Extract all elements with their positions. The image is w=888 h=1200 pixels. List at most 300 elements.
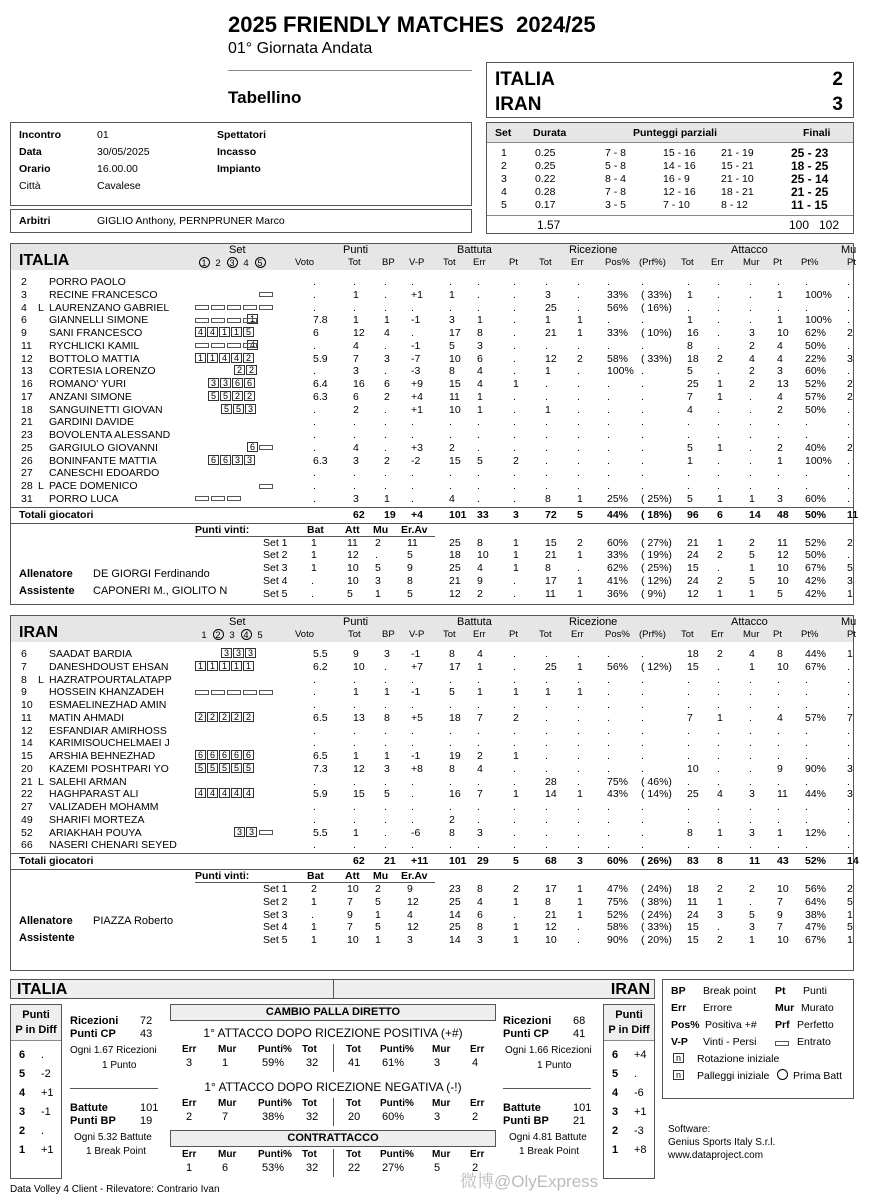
home-stat-label: Err	[182, 1149, 197, 1160]
stat-app: 12%	[805, 826, 827, 839]
stat-at: 25	[687, 788, 699, 801]
total-bp: 19	[384, 508, 396, 521]
stat-bpt: .	[513, 839, 516, 852]
stat-vp: +1	[411, 403, 423, 416]
stat-rpos: .	[607, 339, 610, 352]
stat-pt: .	[353, 480, 356, 492]
stat-bpt: .	[513, 339, 516, 352]
legend-first-serve-text: Prima Batt	[793, 1070, 843, 1082]
stat-bt: .	[449, 724, 452, 737]
stat-apt: 3	[777, 365, 783, 378]
stat-bt: .	[449, 673, 452, 686]
stat-rt: .	[545, 441, 548, 454]
stat-bt: 8	[449, 762, 455, 775]
total-be: 29	[477, 855, 489, 867]
stat-bpt: 1	[513, 686, 519, 699]
entered-mark	[259, 305, 273, 310]
assistente-label: Assistente	[19, 931, 75, 944]
home-stat-value: 32	[306, 1057, 319, 1069]
substitution-marks	[195, 340, 259, 353]
stat-app: .	[805, 724, 808, 737]
stat-pt: 1	[353, 826, 359, 839]
stat-re: .	[577, 276, 580, 288]
set-apt: 12	[777, 549, 789, 562]
stat-re: .	[577, 673, 580, 686]
stat-rpos: 56%	[607, 660, 629, 673]
bat-header: Bat	[307, 870, 324, 882]
stat-mu: .	[847, 492, 850, 505]
player-number: 9	[21, 686, 27, 699]
stat-at: .	[687, 699, 690, 711]
set-erav: 12	[407, 895, 419, 908]
player-number: 20	[21, 762, 33, 775]
set-mu: 1	[375, 587, 381, 600]
player-row	[11, 391, 853, 404]
away-stat-value: 41	[348, 1057, 361, 1069]
player-name: DANESHDOUST EHSAN	[49, 660, 169, 673]
allenatore-label: Allenatore	[19, 914, 73, 927]
stat-re: .	[577, 416, 580, 429]
stat-at: .	[687, 686, 690, 699]
rotation-cell: 5	[243, 763, 254, 773]
set-partial-score: 7 - 8	[605, 186, 627, 198]
stat-ae: .	[717, 673, 720, 686]
set-bt: 14	[449, 908, 461, 921]
set-duration: 0.17	[535, 199, 556, 211]
set-mu: 5	[375, 895, 381, 908]
stat-ae: 2	[717, 352, 723, 365]
stat-re: .	[577, 775, 580, 788]
stat-be: 1	[477, 314, 483, 327]
home-stat-label: Tot	[302, 1149, 317, 1160]
stat-bpt: .	[513, 416, 516, 429]
set-ae: 2	[717, 549, 723, 562]
stat-app: .	[805, 801, 808, 813]
set-erav: 12	[407, 921, 419, 934]
col-header-mur: Mur	[743, 257, 760, 268]
stat-app: .	[805, 429, 808, 441]
stat-rt: 1	[545, 365, 551, 378]
stat-ae: 1	[717, 441, 723, 454]
set-bat: .	[311, 908, 314, 921]
rotation-boxes	[195, 750, 255, 763]
total-rprf: ( 18%)	[641, 508, 672, 521]
stat-rt: .	[545, 276, 548, 288]
stat-bpt: .	[513, 699, 516, 711]
stat-mu: .	[847, 775, 850, 788]
away-stat-label: Punti%	[380, 1044, 414, 1055]
stat-rprf: .	[641, 314, 644, 327]
stat-app: 100%	[805, 454, 832, 467]
stat-bpt: .	[513, 429, 516, 441]
set-partial-score: 3 - 5	[605, 199, 627, 211]
stat-pt: 1	[353, 314, 359, 327]
stat-rprf: .	[641, 441, 644, 454]
stat-am: .	[749, 699, 752, 711]
set-be: 10	[477, 549, 489, 562]
set-at: 15	[687, 921, 699, 934]
col-group-punti: Punti	[343, 244, 369, 256]
stat-ae: .	[717, 724, 720, 737]
stat-bt: .	[449, 699, 452, 711]
total-re: 3	[577, 855, 583, 867]
stat-bpt: .	[513, 276, 516, 288]
total-pt: 62	[353, 855, 365, 867]
rotation-boxes	[208, 391, 256, 404]
away-sets-won: 3	[832, 94, 843, 115]
away-stat-label: Err	[470, 1044, 485, 1055]
stat-pt: .	[353, 699, 356, 711]
stat-bp: .	[384, 288, 387, 301]
set-be: 8	[477, 536, 483, 549]
stat-apt: 8	[777, 648, 783, 660]
col-header-prf: (Prf%)	[639, 629, 666, 640]
points-diff: -3	[634, 1125, 644, 1137]
stat-mu: 2	[847, 327, 853, 339]
total-am: 14	[749, 508, 761, 521]
set-bt: 25	[449, 895, 461, 908]
rotation-cell: 4	[243, 788, 254, 798]
entered-mark	[195, 305, 209, 310]
set-erav: 9	[407, 883, 413, 895]
stat-ae: .	[717, 365, 720, 378]
entered-mark	[227, 318, 241, 323]
data-label: Data	[19, 146, 42, 158]
stat-re: 1	[577, 314, 583, 327]
assistente-label: Assistente	[19, 585, 75, 598]
stat-bt: .	[449, 301, 452, 314]
set-be: 8	[477, 921, 483, 934]
stat-bpt: 2	[513, 711, 519, 724]
away-stat-value: 22	[348, 1162, 361, 1174]
stat-apt: 13	[777, 378, 789, 390]
set-ae: 3	[717, 908, 723, 921]
stat-voto: .	[313, 492, 316, 505]
stat-rprf: .	[641, 839, 644, 852]
rotation-number: 4	[612, 1087, 619, 1099]
totals-label: Totali giocatori	[19, 855, 94, 867]
set-stats-row	[11, 931, 853, 947]
stat-be: .	[477, 724, 480, 737]
substitution-marks	[195, 302, 275, 315]
player-row	[11, 725, 853, 738]
away-score-row	[495, 94, 843, 116]
stat-pt: .	[353, 813, 356, 826]
allenatore-name: PIAZZA Roberto	[93, 914, 174, 927]
stat-rprf: .	[641, 276, 644, 288]
set-att: 7	[347, 921, 353, 934]
stat-rprf: .	[641, 724, 644, 737]
set-apt: 10	[777, 883, 789, 895]
stat-rprf: .	[641, 648, 644, 660]
stat-at: 10	[687, 762, 699, 775]
set-bpt: 2	[513, 883, 519, 895]
stat-at: .	[687, 737, 690, 750]
rotation-cell: 2	[244, 391, 255, 401]
set-be: 6	[477, 908, 483, 921]
stat-bpt: 1	[513, 788, 519, 801]
set-col-header: Set	[495, 127, 512, 139]
stat-bp: .	[384, 416, 387, 429]
stat-be: 4	[477, 648, 483, 660]
set-bat: 1	[311, 921, 317, 934]
match-info-box	[10, 122, 472, 206]
stat-rpos: .	[607, 454, 610, 467]
stat-ae: .	[717, 416, 720, 429]
rotation-cell: 2	[243, 353, 254, 363]
col-header-vp: V-P	[409, 629, 425, 640]
stat-am: .	[749, 416, 752, 429]
stat-pt: 1	[353, 750, 359, 762]
substitution-marks	[195, 493, 243, 506]
total-bpt: 3	[513, 508, 519, 521]
stat-bt: 2	[449, 441, 455, 454]
stat-bpt: 1	[513, 750, 519, 762]
entered-mark	[259, 445, 273, 450]
rotation-number: 2	[612, 1125, 619, 1137]
stat-bpt: .	[513, 673, 516, 686]
set-rt: 17	[545, 574, 557, 587]
stat-rprf: .	[641, 480, 644, 492]
set-rprf: ( 38%)	[641, 895, 672, 908]
player-row	[11, 839, 853, 852]
stat-rpos: .	[607, 686, 610, 699]
stat-bp: .	[384, 839, 387, 852]
home-stat-value: 3	[186, 1057, 193, 1069]
stat-rpos: 33%	[607, 288, 629, 301]
set-number: 5	[501, 199, 507, 211]
away-pdiff-box	[603, 1004, 655, 1179]
set-apt: 11	[777, 536, 788, 549]
set-rprf: ( 27%)	[641, 536, 672, 549]
stat-rprf: .	[641, 711, 644, 724]
stat-voto: .	[313, 737, 316, 750]
set-re: .	[577, 562, 580, 575]
stat-ae: .	[717, 288, 720, 301]
rotation-cell: 1	[231, 327, 242, 337]
total-at: 83	[687, 855, 699, 867]
set-mu: 1	[375, 908, 381, 921]
legend-prf: Prf	[775, 1019, 790, 1031]
stat-at: .	[687, 775, 690, 788]
stat-app: .	[805, 416, 808, 429]
stat-am: 3	[749, 327, 755, 339]
player-name: SAADAT BARDIA	[49, 648, 133, 660]
set-bt: 21	[449, 574, 461, 587]
set-mu: 2	[375, 883, 381, 895]
set-at: 18	[687, 883, 699, 895]
home-stat-value: 32	[306, 1162, 319, 1174]
set-mu: 5	[375, 921, 381, 934]
stat-am: 4	[749, 648, 755, 660]
set-bt: 25	[449, 536, 461, 549]
away-bottom-divider	[503, 1088, 591, 1089]
set-mu: 5	[375, 562, 381, 575]
stat-rt: .	[545, 339, 548, 352]
stat-mu: .	[847, 699, 850, 711]
stat-rprf: .	[641, 686, 644, 699]
libero-flag: L	[38, 480, 44, 492]
stat-rpos: 100%	[607, 365, 634, 378]
set-app: 56%	[805, 883, 827, 895]
col-group-mu: Mu	[841, 616, 857, 628]
stat-at: 18	[687, 352, 699, 365]
stat-app: 22%	[805, 352, 827, 365]
att-neg-stats	[170, 1098, 496, 1128]
stat-be: 7	[477, 788, 483, 801]
stat-apt: 2	[777, 403, 783, 416]
set-am: 2	[749, 536, 755, 549]
stat-apt: 4	[777, 352, 783, 365]
set-marker: 4	[241, 629, 252, 640]
stat-vp: .	[411, 467, 414, 480]
player-row	[11, 686, 853, 699]
stat-app: .	[805, 301, 808, 314]
home-stat-value: 32	[306, 1111, 319, 1123]
durata-col-header: Durata	[533, 127, 567, 139]
set-rpos: 62%	[607, 562, 629, 575]
stat-rprf: .	[641, 737, 644, 750]
stat-re: .	[577, 801, 580, 813]
rotation-boxes	[195, 763, 255, 776]
player-number: 31	[21, 492, 33, 505]
stat-re: .	[577, 365, 580, 378]
stat-bt: 10	[449, 403, 461, 416]
col-header-err: Err	[473, 629, 486, 640]
stat-voto: .	[313, 813, 316, 826]
away-stat-value: 4	[472, 1057, 479, 1069]
footer-text: Data Volley 4 Client - Rilevatore: Contrario Ivan	[10, 1184, 220, 1195]
stat-vp: -7	[411, 352, 421, 365]
stat-pt: .	[353, 673, 356, 686]
set-partial-score: 8 - 12	[721, 199, 748, 211]
stat-voto: .	[313, 403, 316, 416]
stat-mu: 1	[847, 648, 853, 660]
stat-pt: 7	[353, 352, 359, 365]
set-rt: 21	[545, 908, 557, 921]
set-bpt: 1	[513, 921, 519, 934]
away-stat-value: 20	[348, 1111, 361, 1123]
stat-apt: 10	[777, 660, 789, 673]
player-number: 25	[21, 441, 33, 454]
set-bpt: 1	[513, 895, 519, 908]
entered-mark	[243, 690, 257, 695]
player-row	[11, 429, 853, 442]
team-name: ITALIA	[19, 252, 70, 269]
rotation-cell: 3	[244, 455, 255, 465]
col-group-punti: Punti	[343, 616, 369, 628]
col-header-pt: Pt	[773, 629, 782, 640]
away-stat-value: 2	[472, 1162, 479, 1174]
set-partial-score: 18 - 21	[721, 186, 754, 198]
player-number: 17	[21, 390, 33, 403]
total-rpos: 60%	[607, 855, 629, 867]
stat-voto: .	[313, 416, 316, 429]
set-ae: 2	[717, 883, 723, 895]
col-header-pt: Pt	[509, 257, 518, 268]
player-name: HOSSEIN KHANZADEH	[49, 686, 164, 699]
software-company: Genius Sports Italy S.r.l.	[668, 1137, 776, 1148]
rotation-boxes	[234, 365, 258, 378]
set-bt: 25	[449, 562, 461, 575]
away-stat-label: Mur	[432, 1098, 451, 1109]
team-header	[11, 616, 857, 642]
stat-at: 1	[687, 454, 693, 467]
away-stat-label: Tot	[346, 1098, 361, 1109]
stat-rt: 1	[545, 403, 551, 416]
stat-voto: 6.3	[313, 390, 328, 403]
tabellino-label: Tabellino	[228, 88, 302, 107]
stat-am: 3	[749, 788, 755, 801]
player-name: PORRO PAOLO	[49, 276, 126, 288]
stat-bt: 15	[449, 454, 461, 467]
stat-vp: +7	[411, 660, 423, 673]
stat-at: 8	[687, 339, 693, 352]
col-header-ptp: Pt%	[801, 257, 819, 268]
set-duration: 0.28	[535, 186, 556, 198]
legend-mur-text: Murato	[801, 1002, 834, 1014]
stat-rpos: .	[607, 839, 610, 852]
stat-apt: 11	[777, 788, 788, 801]
col-header-pt: Pt	[773, 257, 782, 268]
rotation-number: 1	[19, 1144, 26, 1156]
stat-app: 40%	[805, 441, 827, 454]
stat-am: 2	[749, 339, 755, 352]
set-erav: 11	[407, 536, 418, 549]
stat-at: .	[687, 480, 690, 492]
stat-bt: .	[449, 416, 452, 429]
total-mu: 14	[847, 855, 859, 867]
stat-am: .	[749, 711, 752, 724]
player-row	[11, 712, 853, 725]
total-vp: +11	[411, 855, 429, 867]
away-stat-value: 5	[434, 1162, 441, 1174]
att-header: Att	[345, 870, 360, 882]
player-number: 49	[21, 813, 33, 826]
stat-at: 16	[687, 327, 699, 339]
stat-bp: 3	[384, 648, 390, 660]
set-mu2: 5	[847, 562, 853, 575]
entered-mark	[211, 690, 225, 695]
stat-app: 62%	[805, 327, 827, 339]
stat-divider	[333, 1044, 334, 1072]
player-name: GARDINI DAVIDE	[49, 416, 134, 429]
bottom-away-name: IRAN	[610, 981, 650, 998]
stat-rt: 25	[545, 301, 557, 314]
referees-box	[10, 209, 472, 233]
home-stat-value: 38%	[262, 1111, 285, 1123]
stat-at: .	[687, 839, 690, 852]
stat-apt: 4	[777, 339, 783, 352]
stat-be: .	[477, 801, 480, 813]
player-name: RYCHLICKI KAMIL	[49, 339, 140, 352]
total-apt: 43	[777, 855, 789, 867]
stat-vp: -1	[411, 686, 421, 699]
punti-vinti-header	[11, 524, 853, 537]
stat-at: .	[687, 467, 690, 480]
stat-pt: .	[353, 301, 356, 314]
set-be: 3	[477, 934, 483, 947]
stat-bp: 1	[384, 750, 390, 762]
stat-rpos: .	[607, 699, 610, 711]
set-apt: 7	[777, 895, 783, 908]
rotation-cell: 6	[207, 750, 218, 760]
col-group-battuta: Battuta	[457, 244, 492, 256]
stat-rt: 28	[545, 775, 557, 788]
substitution-marks	[195, 314, 259, 327]
col-header-err: Err	[711, 629, 724, 640]
total-vp: +4	[411, 508, 423, 521]
